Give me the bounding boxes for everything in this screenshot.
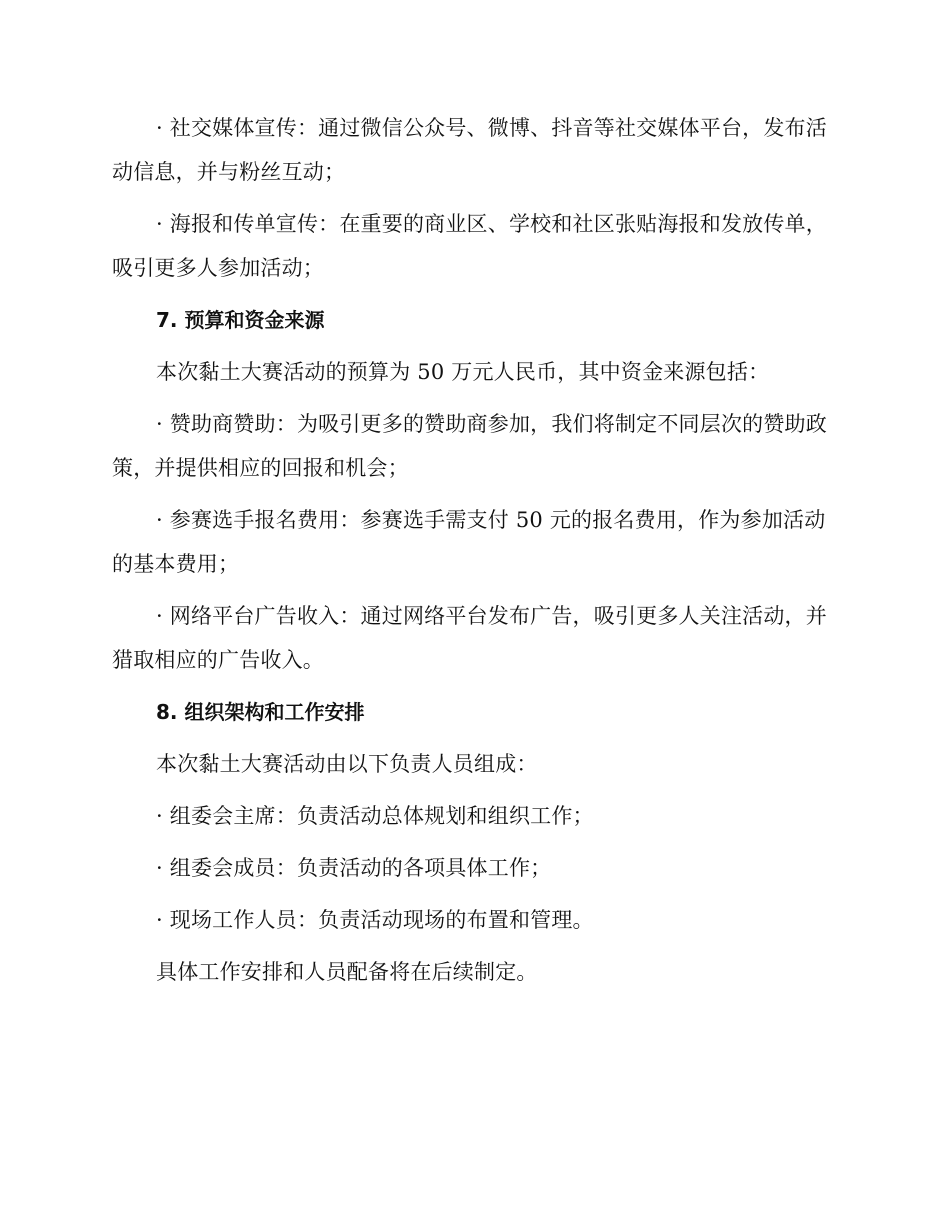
- organization-intro: 本次黏土大赛活动由以下负责人员组成：: [156, 752, 538, 776]
- bullet-committee-chair: · 组委会主席：负责活动总体规划和组织工作；: [156, 804, 594, 828]
- bullet-poster-flyer: · 海报和传单宣传：在重要的商业区、学校和社区张贴海报和发放传单，吸引更多人参加活动；: [112, 212, 827, 280]
- section-heading-budget: 7. 预算和资金来源: [156, 308, 325, 332]
- bullet-ad-revenue: · 网络平台广告收入：通过网络平台发布广告，吸引更多人关注活动，并猎取相应的广告收入。: [112, 604, 827, 672]
- bullet-onsite-staff: · 现场工作人员：负责活动现场的布置和管理。: [156, 908, 594, 932]
- budget-intro: 本次黏土大赛活动的预算为 50 万元人民币，其中资金来源包括：: [156, 360, 770, 384]
- bullet-registration-fee: · 参赛选手报名费用：参赛选手需支付 50 元的报名费用，作为参加活动的基本费用；: [112, 508, 826, 576]
- bullet-social-media: · 社交媒体宣传：通过微信公众号、微博、抖音等社交媒体平台，发布活动信息，并与粉丝互动；: [112, 116, 827, 184]
- bullet-sponsorship: · 赞助商赞助：为吸引更多的赞助商参加，我们将制定不同层次的赞助政策，并提供相应的回报和机会；: [112, 412, 827, 480]
- bullet-committee-members: · 组委会成员：负责活动的各项具体工作；: [156, 856, 552, 880]
- document-body: [112, 106, 834, 1002]
- section-heading-organization: 8. 组织架构和工作安排: [156, 700, 365, 724]
- closing-note: 具体工作安排和人员配备将在后续制定。: [156, 960, 538, 984]
